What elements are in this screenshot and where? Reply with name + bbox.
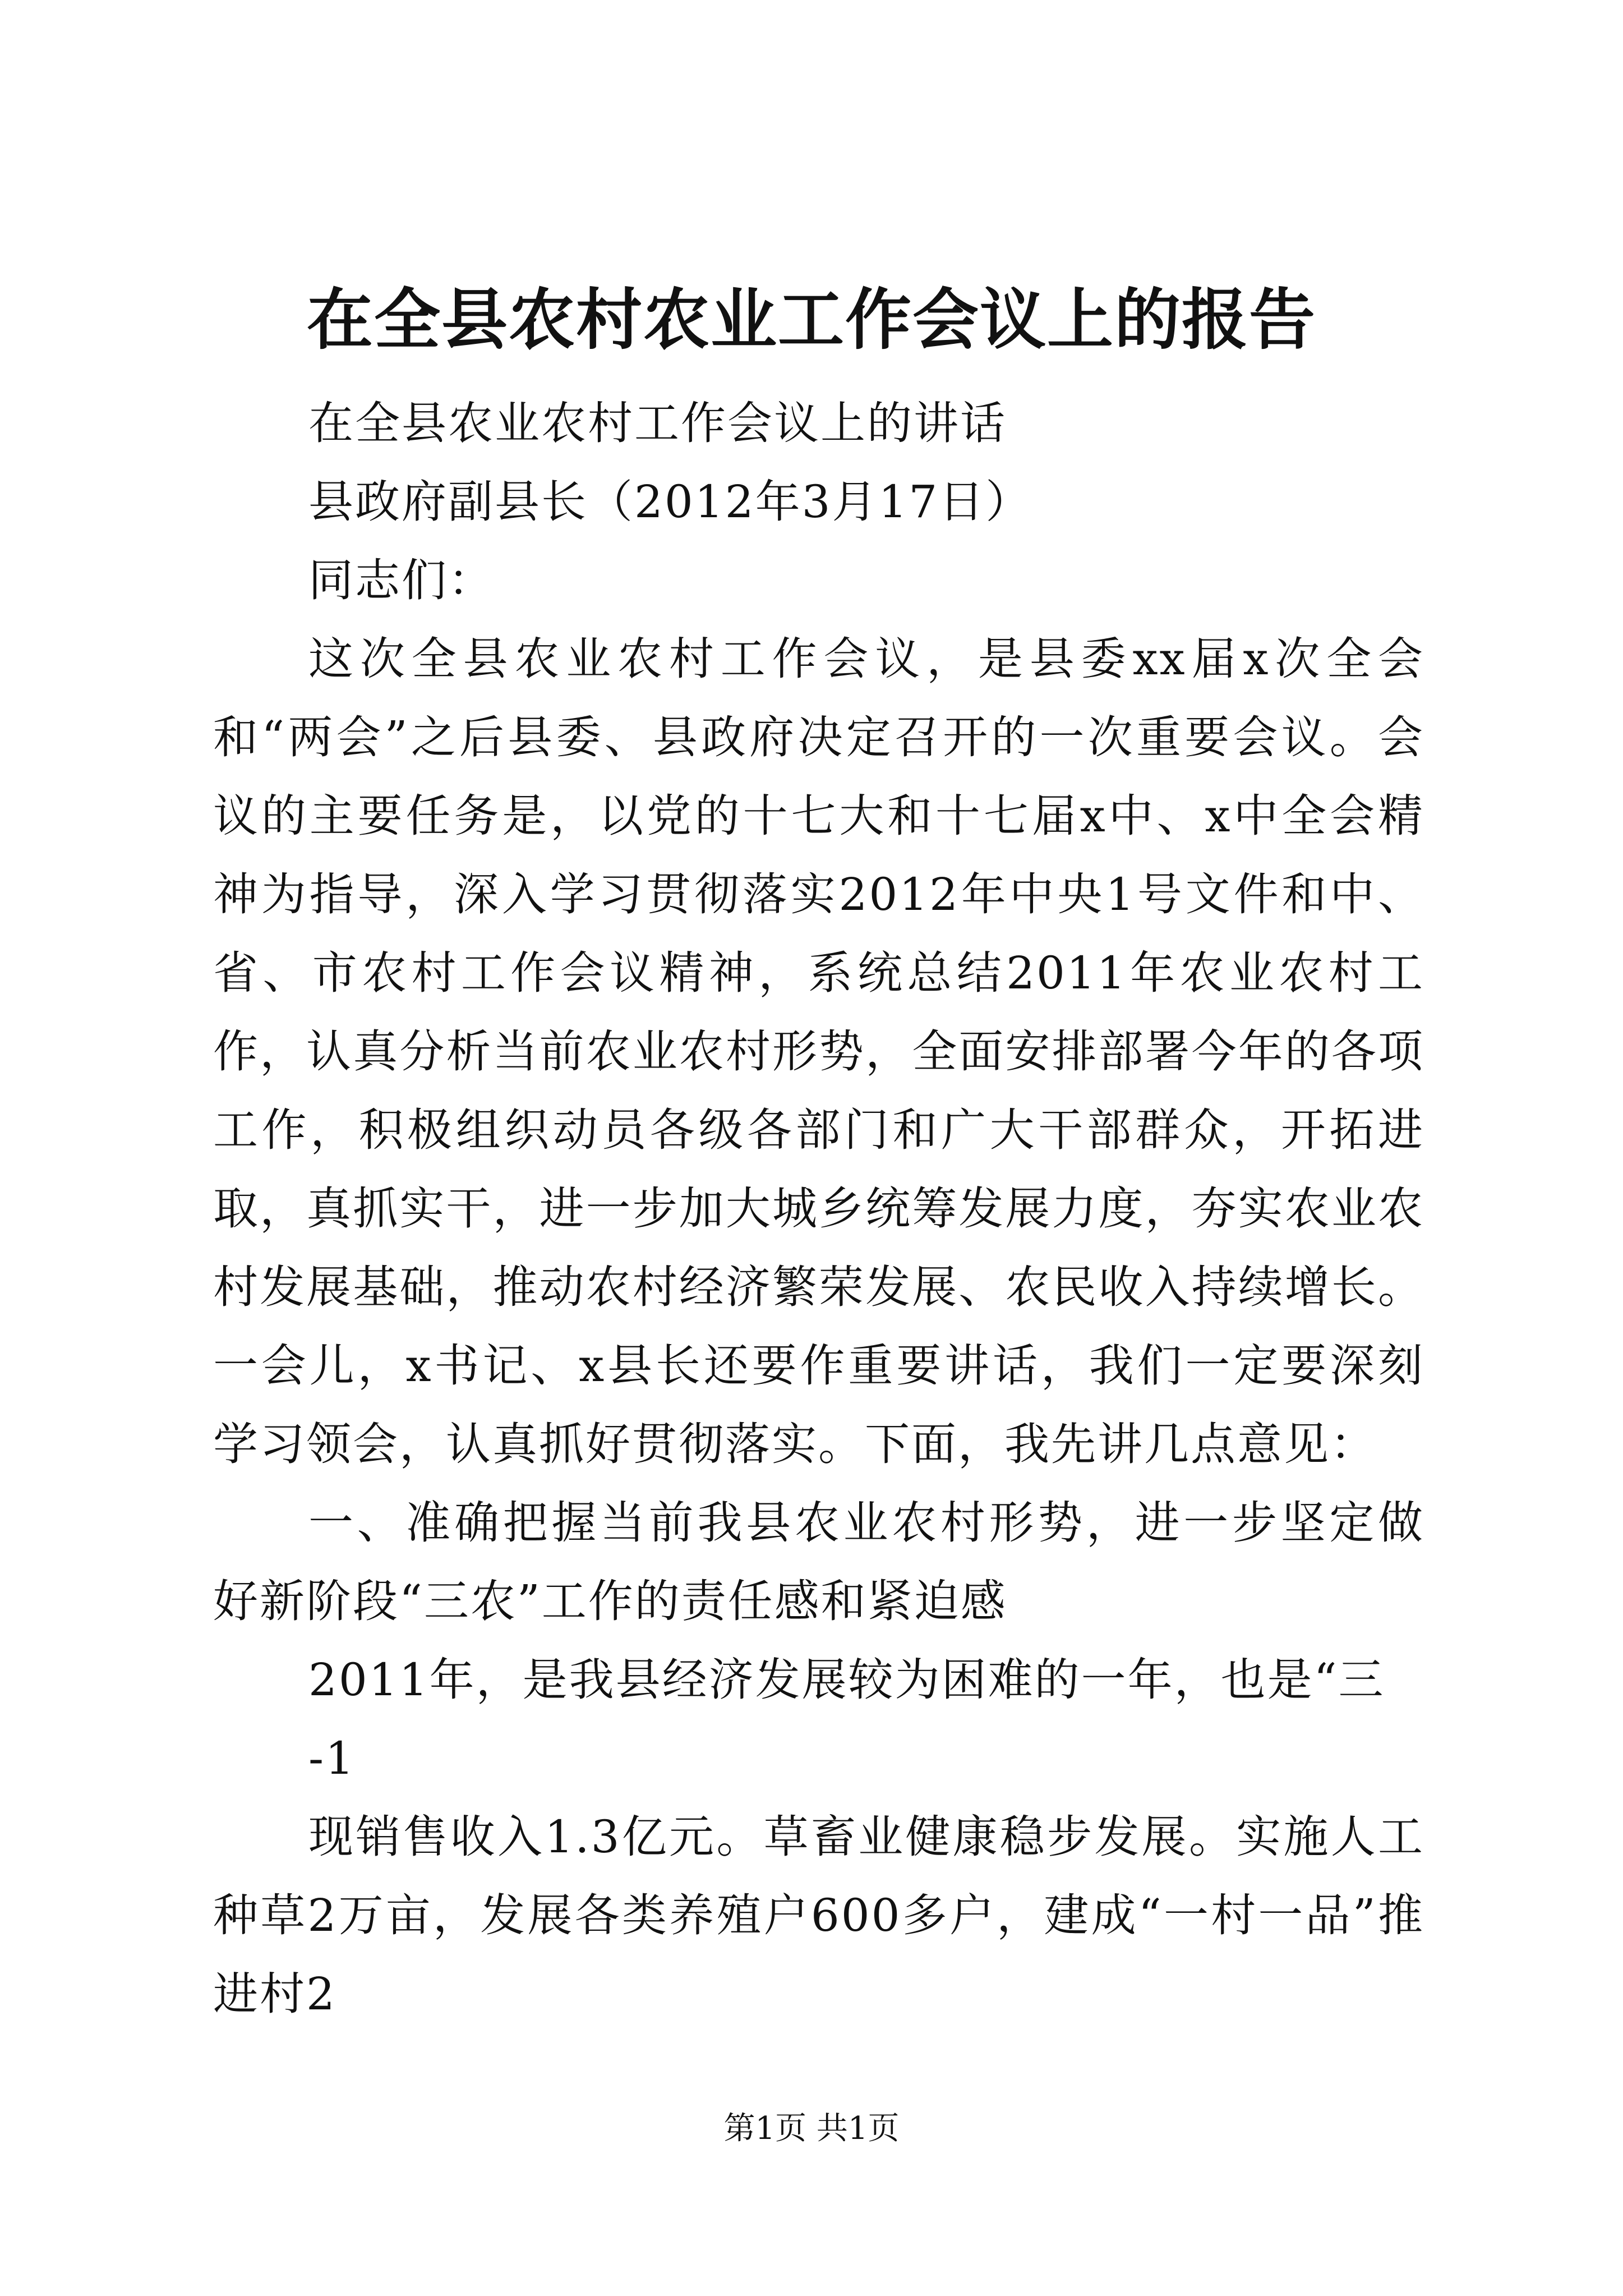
page-marker: -1 [308,1732,356,1784]
subtitle-line: 在全县农业农村工作会议上的讲话 [308,397,1007,449]
document-title: 在全县农村农业工作会议上的报告 [306,280,1316,358]
document-body [213,384,1424,2033]
section-heading-1: 一、准确把握当前我县农业农村形势，进一步坚定做好新阶段“三农”工作的责任感和紧迫感 [213,1497,1424,1627]
paragraph-2011: 2011年，是我县经济发展较为困难的一年，也是“三 [308,1654,1385,1706]
salutation-line: 同志们： [308,554,495,606]
paragraph-intro: 这次全县农业农村工作会议，是县委xx届x次全会和“两会”之后县委、县政府决定召开的一次重要会议。会议的主要任务是，以党的十七大和十七届x中、x中全会精神为指导，深入学习贯彻落实2012年中央1号文件和中、省、市农村工作会议精神，系统总结2011年农业农村工作，认真分析当前农业农村形势，全面安排部署今年的各项工作，积极组织动员各级各部门和广大干部群众，开拓进取，真抓实干，进一步加大城乡统筹发展力度，夯实农业农村发展基础，推动农村经济繁荣发展、农民收入持续增长。一会儿，x书记、x县长还要作重要讲话，我们一定要深刻学习领会，认真抓好贯彻落实。下面，我先讲几点意见： [213,633,1424,1470]
speaker-line: 县政府副县长（2012年3月17日） [308,476,1032,528]
paragraph-sales: 现销售收入1.3亿元。草畜业健康稳步发展。实施人工种草2万亩，发展各类养殖户600多户，建成“一村一品”推进村2 [213,1811,1424,2020]
page-footer: 第1页 共1页 [723,2110,900,2147]
